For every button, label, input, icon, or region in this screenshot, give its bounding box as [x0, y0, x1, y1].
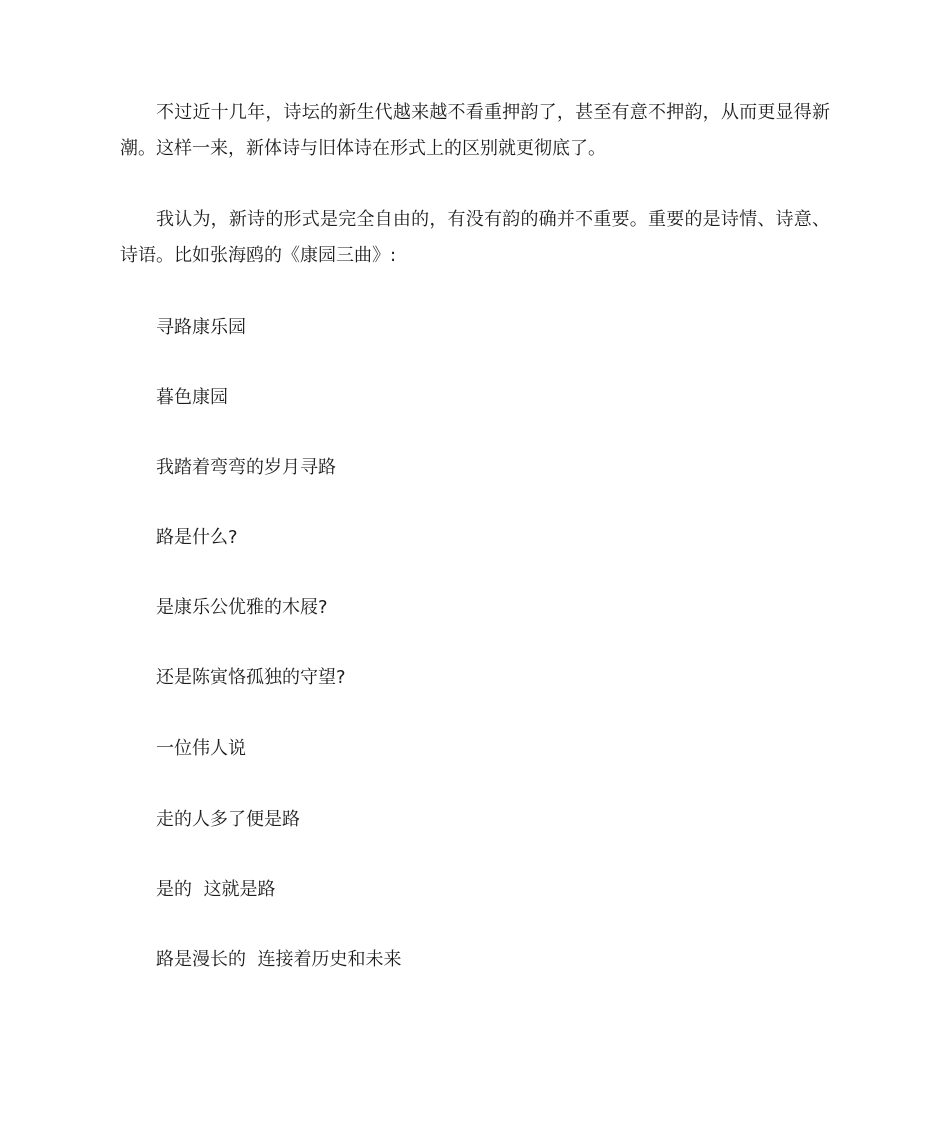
poem-line: 一位伟人说 — [156, 738, 246, 759]
poem-line-7 — [120, 731, 830, 767]
poem-line-3 — [120, 450, 830, 486]
poem-line-8 — [120, 802, 830, 838]
poem-line: 还是陈寅恪孤独的守望? — [156, 667, 346, 688]
poem-line: 暮色康园 — [156, 387, 228, 408]
poem-line: 路是漫长的 连接着历史和未来 — [156, 949, 402, 970]
paragraph-1 — [120, 95, 830, 167]
paragraph-text: 不过近十几年，诗坛的新生代越来越不看重押韵了，甚至有意不押韵，从而更显得新潮。这样一来，新体诗与旧体诗在形式上的区别就更彻底了。 — [120, 102, 830, 159]
poem-line: 是康乐公优雅的木屐? — [156, 597, 328, 618]
poem-line: 是的 这就是路 — [156, 879, 276, 900]
poem-line: 走的人多了便是路 — [156, 809, 300, 830]
poem-line: 寻路康乐园 — [156, 317, 246, 338]
poem-line-1 — [120, 310, 830, 346]
poem-line-9 — [120, 872, 830, 908]
poem-line: 路是什么? — [156, 527, 238, 548]
paragraph-2 — [120, 202, 830, 274]
poem-line-5 — [120, 590, 830, 626]
poem-line-2 — [120, 380, 830, 416]
poem-line-4 — [120, 520, 830, 556]
poem-line-10 — [120, 942, 830, 978]
poem-line: 我踏着弯弯的岁月寻路 — [156, 457, 336, 478]
paragraph-text: 我认为，新诗的形式是完全自由的，有没有韵的确并不重要。重要的是诗情、诗意、诗语。比如张海鸥的《康园三曲》: — [120, 209, 830, 266]
poem-line-6 — [120, 660, 830, 696]
